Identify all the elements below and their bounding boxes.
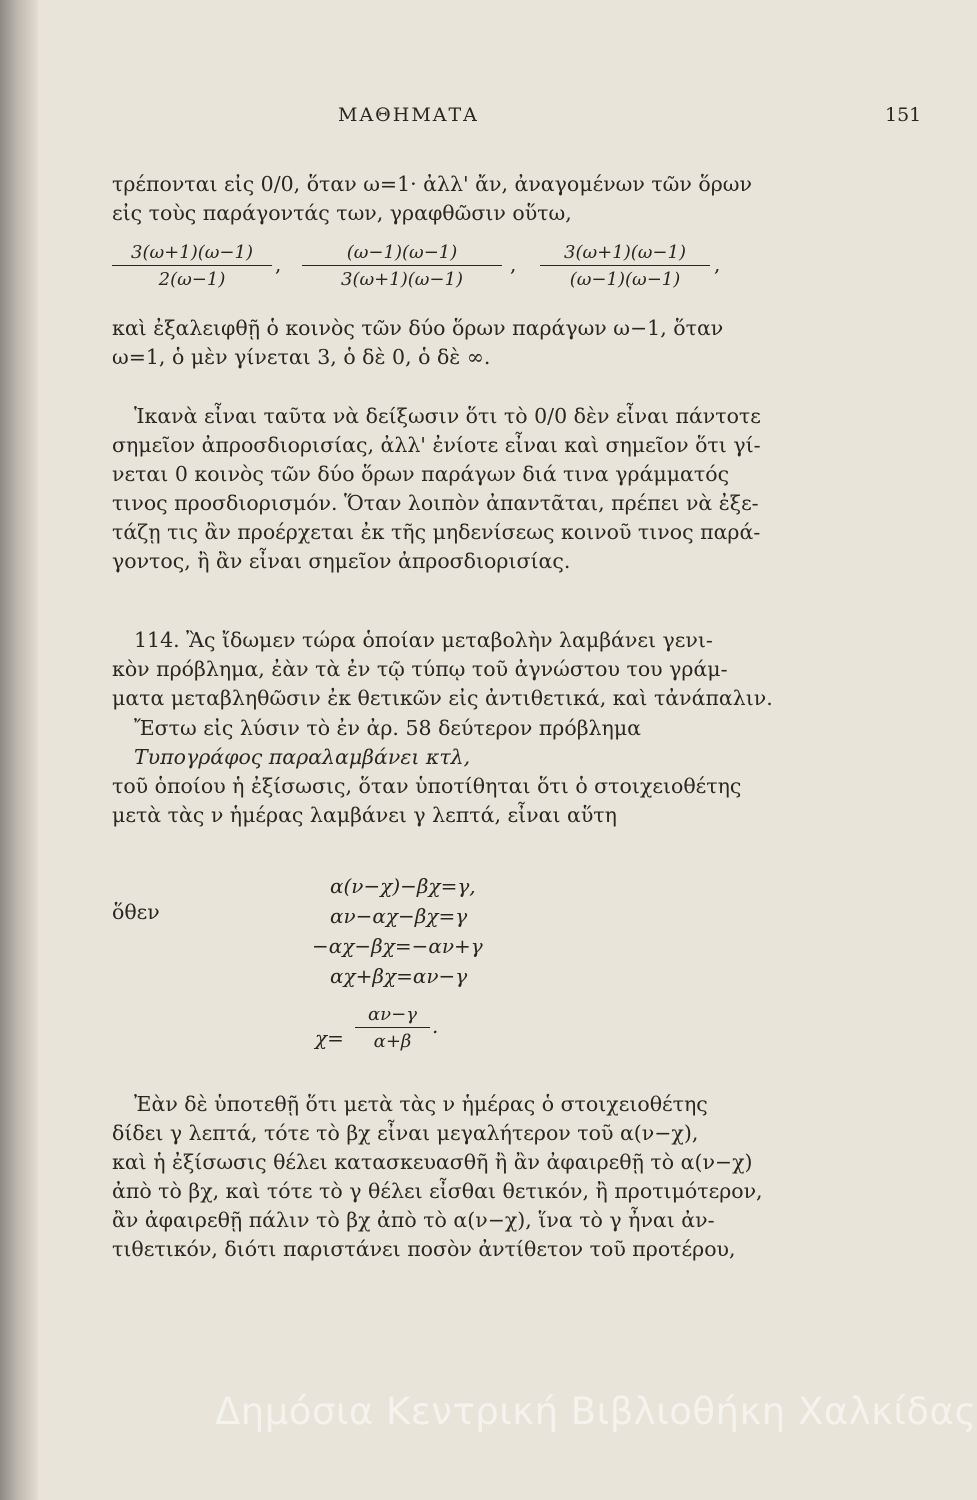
fraction-numerator: αν−γ bbox=[355, 1004, 430, 1028]
separator-comma: , bbox=[510, 252, 517, 276]
paragraph-5 bbox=[112, 714, 741, 830]
text-line: μετὰ τὰς ν ἡμέρας λαμβάνει γ λεπτά, εἶναι αὕτη bbox=[112, 803, 617, 827]
text-line: τοῦ ὁποίου ἡ ἐξίσωσις, ὅταν ὑποτίθηται ὅτι ὁ στοιχειοθέτης bbox=[112, 774, 742, 798]
fraction-1 bbox=[112, 242, 272, 290]
text-line: σημεῖον ἀπροσδιορισίας, ἀλλ' ἐνίοτε εἶναι καὶ σημεῖον ὅτι γί- bbox=[112, 433, 761, 457]
fraction-denominator: (ω−1)(ω−1) bbox=[569, 269, 681, 290]
fraction-denominator: 3(ω+1)(ω−1) bbox=[341, 269, 463, 290]
page-number: 151 bbox=[885, 104, 922, 126]
page-header bbox=[0, 104, 977, 134]
text-line: τάζῃ τις ἂν προέρχεται ἐκ τῆς μηδενίσεως κοινοῦ τινος παρά- bbox=[112, 520, 761, 544]
section-number-line: 114. Ἂς ἴδωμεν τώρα ὁποίαν μεταβολὴν λαμβάνει γενι- bbox=[134, 628, 713, 652]
fraction-denominator: α+β bbox=[373, 1031, 412, 1052]
equation-2: αν−αχ−βχ=γ bbox=[330, 904, 468, 928]
paragraph-3 bbox=[112, 402, 761, 576]
fraction-3 bbox=[540, 242, 710, 290]
text-line: τρέπονται εἰς 0/0, ὅταν ω=1· ἀλλ' ἄν, ἀναγομένων τῶν ὅρων bbox=[112, 172, 752, 196]
text-line: ἀπὸ τὸ βχ, καὶ τότε τὸ γ θέλει εἶσθαι θετικόν, ἢ προτιμότερον, bbox=[112, 1179, 763, 1203]
text-line: Ἔστω εἰς λύσιν τὸ ἐν ἀρ. 58 δεύτερον πρόβλημα bbox=[134, 716, 641, 740]
text-line: κὸν πρόβλημα, ἐὰν τὰ ἐν τῷ τύπῳ τοῦ ἀγνώστου του γράμ- bbox=[112, 657, 728, 681]
text-line: δίδει γ λεπτά, τότε τὸ βχ εἶναι μεγαλήτερον τοῦ α(ν−χ), bbox=[112, 1121, 699, 1145]
fraction-numerator: (ω−1)(ω−1) bbox=[302, 242, 502, 266]
text-line: ματα μεταβληθῶσιν ἐκ θετικῶν εἰς ἀντιθετικά, καὶ τἀνάπαλιν. bbox=[112, 686, 773, 710]
equation-1: α(ν−χ)−βχ=γ, bbox=[330, 874, 476, 898]
equation-5-fraction bbox=[355, 1004, 430, 1052]
text-line: Ἱκανὰ εἶναι ταῦτα νὰ δείξωσιν ὅτι τὸ 0/0 δὲν εἶναι πάντοτε bbox=[134, 404, 761, 428]
text-line: ἂν ἀφαιρεθῇ πάλιν τὸ βχ ἀπὸ τὸ α(ν−χ), ἵνα τὸ γ ἦναι ἀν- bbox=[112, 1208, 715, 1232]
text-line: καὶ ἐξαλειφθῇ ὁ κοινὸς τῶν δύο ὅρων παράγων ω−1, ὅταν bbox=[112, 316, 724, 340]
paragraph-6 bbox=[112, 1090, 763, 1264]
problem-title: Τυπογράφος παραλαμβάνει κτλ, bbox=[134, 745, 471, 769]
fraction-denominator: 2(ω−1) bbox=[158, 269, 226, 290]
fraction-numerator: 3(ω+1)(ω−1) bbox=[540, 242, 710, 266]
text-line: εἰς τοὺς παράγοντάς των, γραφθῶσιν οὕτω, bbox=[112, 201, 572, 225]
hence-label: ὅθεν bbox=[112, 900, 160, 924]
equation-3: −αχ−βχ=−αν+γ bbox=[312, 934, 483, 958]
paragraph-4 bbox=[112, 626, 773, 713]
fraction-2 bbox=[302, 242, 502, 290]
equation-5-end: . bbox=[432, 1014, 439, 1038]
text-line: Ἐὰν δὲ ὑποτεθῇ ὅτι μετὰ τὰς ν ἡμέρας ὁ στοιχειοθέτης bbox=[134, 1092, 708, 1116]
text-line: τιθετικόν, διότι παριστάνει ποσὸν ἀντίθετον τοῦ προτέρου, bbox=[112, 1237, 736, 1261]
fraction-numerator: 3(ω+1)(ω−1) bbox=[112, 242, 272, 266]
page-binding-shadow bbox=[0, 0, 38, 1500]
text-line: ω=1, ὁ μὲν γίνεται 3, ὁ δὲ 0, ὁ δὲ ∞. bbox=[112, 345, 491, 369]
library-watermark: Δημόσια Κεντρική Βιβλιοθήκη Χαλκίδας bbox=[215, 1390, 977, 1433]
text-line: καὶ ἡ ἐξίσωσις θέλει κατασκευασθῆ ἢ ἂν ἀφαιρεθῇ τὸ α(ν−χ) bbox=[112, 1150, 753, 1174]
paragraph-2 bbox=[112, 314, 723, 372]
paragraph-1 bbox=[112, 170, 752, 228]
text-line: τινος προσδιορισμόν. Ὅταν λοιπὸν ἀπαντᾶται, πρέπει νὰ ἐξε- bbox=[112, 491, 759, 515]
running-head: ΜΑΘΗΜΑΤΑ bbox=[338, 104, 479, 126]
separator-comma: , bbox=[275, 252, 282, 276]
separator-comma: , bbox=[714, 252, 721, 276]
equation-4: αχ+βχ=αν−γ bbox=[330, 964, 468, 988]
equation-5-lhs: χ= bbox=[315, 1026, 344, 1050]
text-line: νεται 0 κοινὸς τῶν δύο ὅρων παράγων διά τινα γράμματός bbox=[112, 462, 730, 486]
text-line: γοντος, ἢ ἂν εἶναι σημεῖον ἀπροσδιορισίας. bbox=[112, 549, 571, 573]
